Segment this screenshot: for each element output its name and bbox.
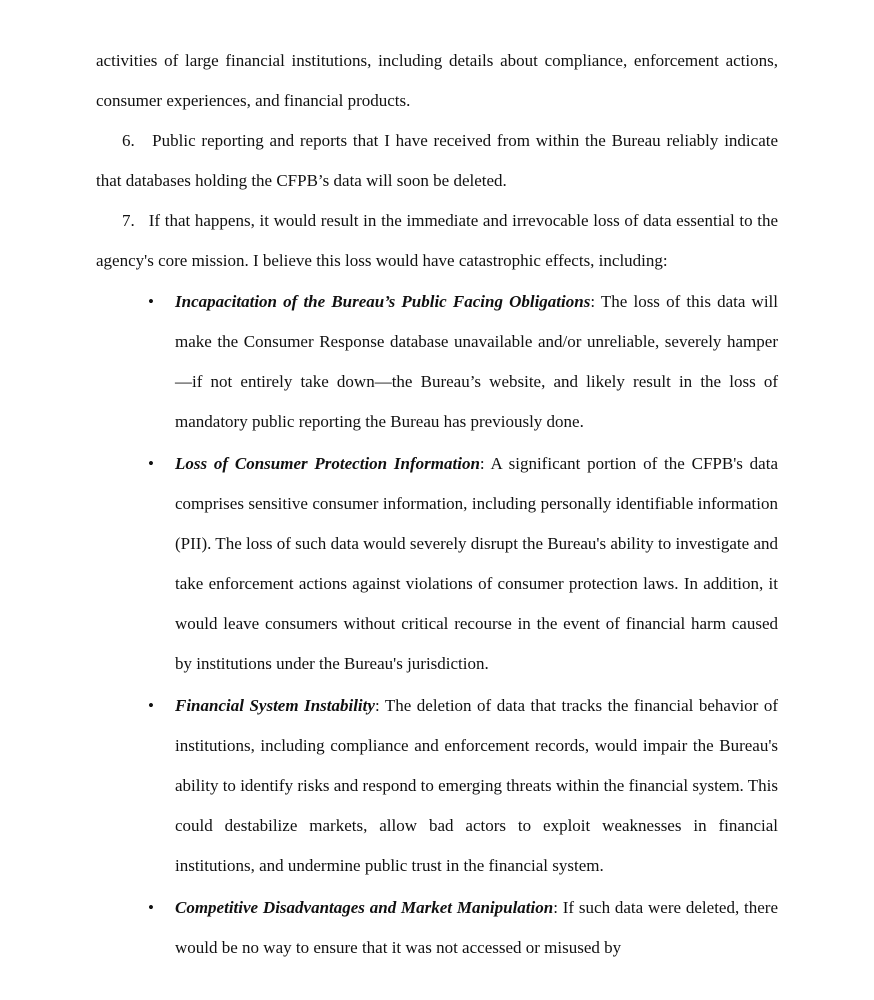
bullet-text: : If such data were deleted, there would be no way to ensure that it was not accessed or misused by (175, 898, 779, 957)
paragraph-text: Public reporting and reports that I have received from within the Bureau reliably indicate that databases holding the CFPB’s data will soon be deleted. (96, 131, 779, 190)
bullet-text: : The deletion of data that tracks the financial behavior of institutions, including compliance and enforcement records, would impair the Bureau's ability to identify risks and respond to emerging threats within the financial system. This could destabilize markets, allow bad actors to exploit weaknesses in financial institutions, and undermine public trust in the financial system. (175, 696, 778, 875)
document-page (96, 41, 778, 970)
bullet-item-public-facing (96, 282, 778, 442)
bullet-item-financial-instability (96, 686, 778, 886)
paragraph-text: If that happens, it would result in the immediate and irrevocable loss of data essential to the agency's core mission. I believe this loss would have catastrophic effects, including: (96, 211, 778, 270)
bullet-item-consumer-protection (96, 444, 778, 684)
bullet-item-competitive-disadvantages (96, 888, 778, 968)
effects-bullet-list (96, 282, 778, 968)
bullet-dot-icon: • (148, 898, 154, 917)
paragraph-number: 6. (122, 131, 135, 150)
paragraph-number: 7. (122, 211, 135, 230)
numbered-paragraph-6 (96, 121, 778, 201)
bullet-text: : The loss of this data will make the Consumer Response database unavailable and/or unreliable, severely hamper—if not entirely take down—the Bureau’s website, and likely result in the loss of mandatory public reporting the Bureau has previously done. (175, 292, 778, 431)
bullet-text: : A significant portion of the CFPB's data comprises sensitive consumer information, including personally identifiable information (PII). The loss of such data would severely disrupt the Bureau's ability to investigate and take enforcement actions against violations of consumer protection laws. In addition, it would leave consumers without critical recourse in the event of financial harm caused by institutions under the Bureau's jurisdiction. (175, 454, 778, 673)
bullet-term: Competitive Disadvantages and Market Manipulation (175, 898, 554, 917)
bullet-term: Loss of Consumer Protection Information (175, 454, 480, 473)
bullet-term: Incapacitation of the Bureau’s Public Facing Obligations (175, 292, 591, 311)
bullet-dot-icon: • (148, 292, 154, 311)
bullet-dot-icon: • (148, 696, 154, 715)
intro-continuation: activities of large financial institutions, including details about compliance, enforcement actions, consumer experiences, and financial products. (96, 51, 778, 110)
numbered-paragraph-7 (96, 201, 778, 281)
bullet-term: Financial System Instability (175, 696, 375, 715)
bullet-dot-icon: • (148, 454, 154, 473)
